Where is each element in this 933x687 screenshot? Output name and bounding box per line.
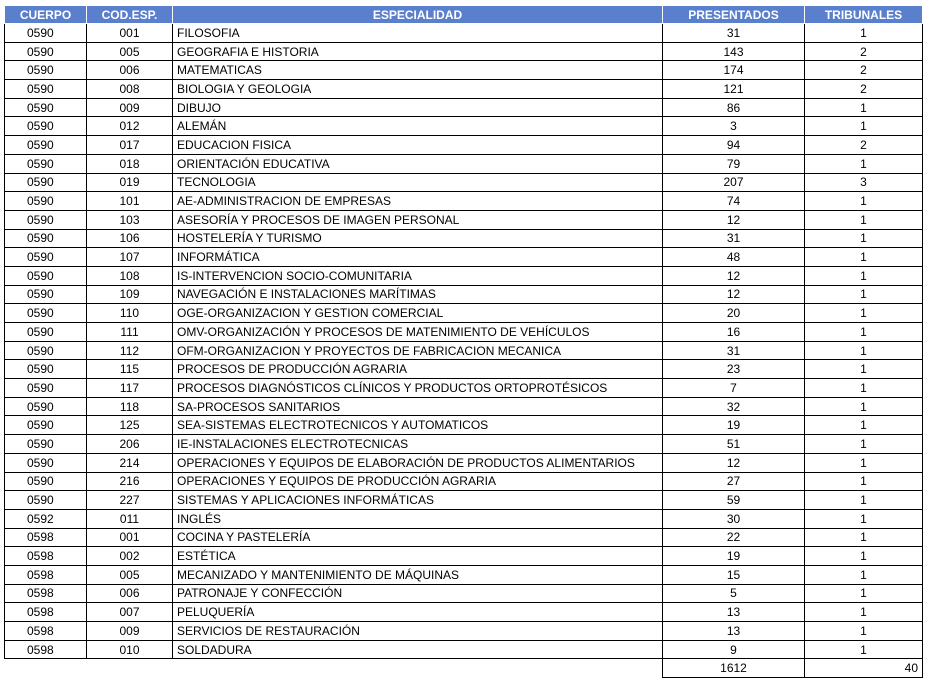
cell-cuerpo: 0590 xyxy=(5,229,87,248)
cell-especialidad: OPERACIONES Y EQUIPOS DE ELABORACIÓN DE PRODUCTOS ALIMENTARIOS xyxy=(173,453,663,472)
cell-presentados: 94 xyxy=(663,136,805,155)
cell-tribunales: 1 xyxy=(805,304,923,323)
cell-especialidad: ORIENTACIÓN EDUCATIVA xyxy=(173,154,663,173)
cell-presentados: 48 xyxy=(663,248,805,267)
cell-cod-esp: 101 xyxy=(87,192,173,211)
cell-cuerpo: 0590 xyxy=(5,98,87,117)
table-row xyxy=(5,509,923,528)
table-row xyxy=(5,528,923,547)
table-row xyxy=(5,154,923,173)
table-row xyxy=(5,266,923,285)
cell-presentados: 22 xyxy=(663,528,805,547)
cell-cuerpo: 0590 xyxy=(5,397,87,416)
total-spacer xyxy=(5,659,87,678)
cell-cod-esp: 111 xyxy=(87,323,173,342)
cell-cod-esp: 112 xyxy=(87,341,173,360)
cell-especialidad: SERVICIOS DE RESTAURACIÓN xyxy=(173,622,663,641)
cell-cod-esp: 001 xyxy=(87,528,173,547)
cell-cod-esp: 005 xyxy=(87,42,173,61)
cell-especialidad: OGE-ORGANIZACION Y GESTION COMERCIAL xyxy=(173,304,663,323)
cell-cuerpo: 0598 xyxy=(5,584,87,603)
cell-especialidad: INGLÉS xyxy=(173,509,663,528)
cell-especialidad: PROCESOS DE PRODUCCIÓN AGRARIA xyxy=(173,360,663,379)
header-tribunales: TRIBUNALES xyxy=(805,6,923,24)
cell-tribunales: 1 xyxy=(805,584,923,603)
cell-cod-esp: 009 xyxy=(87,622,173,641)
table-row xyxy=(5,285,923,304)
cell-cuerpo: 0590 xyxy=(5,80,87,99)
cell-especialidad: IE-INSTALACIONES ELECTROTECNICAS xyxy=(173,435,663,454)
cell-tribunales: 2 xyxy=(805,136,923,155)
cell-tribunales: 1 xyxy=(805,248,923,267)
cell-presentados: 174 xyxy=(663,61,805,80)
table-row xyxy=(5,397,923,416)
cell-presentados: 12 xyxy=(663,266,805,285)
cell-tribunales: 1 xyxy=(805,379,923,398)
cell-especialidad: COCINA Y PASTELERÍA xyxy=(173,528,663,547)
table-row xyxy=(5,192,923,211)
cell-especialidad: ESTÉTICA xyxy=(173,547,663,566)
table-row xyxy=(5,491,923,510)
cell-cod-esp: 019 xyxy=(87,173,173,192)
cell-tribunales: 1 xyxy=(805,360,923,379)
table-row xyxy=(5,472,923,491)
cell-cuerpo: 0598 xyxy=(5,640,87,659)
cell-presentados: 86 xyxy=(663,98,805,117)
cell-cuerpo: 0590 xyxy=(5,341,87,360)
cell-cod-esp: 001 xyxy=(87,24,173,43)
cell-cod-esp: 017 xyxy=(87,136,173,155)
cell-especialidad: ALEMÁN xyxy=(173,117,663,136)
cell-cod-esp: 002 xyxy=(87,547,173,566)
cell-especialidad: FILOSOFIA xyxy=(173,24,663,43)
cell-cuerpo: 0590 xyxy=(5,248,87,267)
cell-presentados: 5 xyxy=(663,584,805,603)
cell-presentados: 23 xyxy=(663,360,805,379)
cell-cuerpo: 0590 xyxy=(5,24,87,43)
cell-cod-esp: 009 xyxy=(87,98,173,117)
cell-cuerpo: 0590 xyxy=(5,266,87,285)
cell-tribunales: 1 xyxy=(805,192,923,211)
cell-presentados: 32 xyxy=(663,397,805,416)
cell-cuerpo: 0592 xyxy=(5,509,87,528)
cell-tribunales: 1 xyxy=(805,547,923,566)
cell-tribunales: 1 xyxy=(805,491,923,510)
cell-cod-esp: 006 xyxy=(87,584,173,603)
cell-presentados: 12 xyxy=(663,285,805,304)
cell-especialidad: OMV-ORGANIZACIÓN Y PROCESOS DE MATENIMIENTO DE VEHÍCULOS xyxy=(173,323,663,342)
cell-especialidad: PATRONAJE Y CONFECCIÓN xyxy=(173,584,663,603)
cell-tribunales: 1 xyxy=(805,266,923,285)
cell-especialidad: OFM-ORGANIZACION Y PROYECTOS DE FABRICACION MECANICA xyxy=(173,341,663,360)
cell-cuerpo: 0598 xyxy=(5,603,87,622)
cell-tribunales: 3 xyxy=(805,173,923,192)
cell-cuerpo: 0590 xyxy=(5,472,87,491)
table-row xyxy=(5,565,923,584)
cell-especialidad: TECNOLOGIA xyxy=(173,173,663,192)
table-row xyxy=(5,622,923,641)
table-row xyxy=(5,42,923,61)
cell-cuerpo: 0590 xyxy=(5,42,87,61)
table-row xyxy=(5,435,923,454)
cell-tribunales: 1 xyxy=(805,472,923,491)
cell-presentados: 51 xyxy=(663,435,805,454)
cell-tribunales: 1 xyxy=(805,397,923,416)
cell-cod-esp: 216 xyxy=(87,472,173,491)
cell-presentados: 19 xyxy=(663,547,805,566)
cell-especialidad: OPERACIONES Y EQUIPOS DE PRODUCCIÓN AGRARIA xyxy=(173,472,663,491)
cell-cuerpo: 0598 xyxy=(5,547,87,566)
cell-cuerpo: 0598 xyxy=(5,528,87,547)
cell-especialidad: ASESORÍA Y PROCESOS DE IMAGEN PERSONAL xyxy=(173,210,663,229)
cell-cod-esp: 103 xyxy=(87,210,173,229)
cell-cod-esp: 214 xyxy=(87,453,173,472)
cell-especialidad: AE-ADMINISTRACION DE EMPRESAS xyxy=(173,192,663,211)
cell-presentados: 207 xyxy=(663,173,805,192)
cell-presentados: 31 xyxy=(663,24,805,43)
cell-tribunales: 2 xyxy=(805,61,923,80)
cell-cuerpo: 0590 xyxy=(5,117,87,136)
table-row xyxy=(5,24,923,43)
cell-cuerpo: 0598 xyxy=(5,565,87,584)
cell-cuerpo: 0590 xyxy=(5,285,87,304)
table-row xyxy=(5,341,923,360)
cell-cuerpo: 0590 xyxy=(5,416,87,435)
cell-presentados: 30 xyxy=(663,509,805,528)
table-row xyxy=(5,304,923,323)
cell-cuerpo: 0590 xyxy=(5,435,87,454)
cell-cuerpo: 0590 xyxy=(5,491,87,510)
cell-tribunales: 2 xyxy=(805,80,923,99)
total-spacer xyxy=(173,659,663,678)
cell-presentados: 79 xyxy=(663,154,805,173)
cell-tribunales: 1 xyxy=(805,416,923,435)
especialidades-table xyxy=(4,5,923,678)
cell-cuerpo: 0590 xyxy=(5,173,87,192)
cell-tribunales: 1 xyxy=(805,117,923,136)
cell-cuerpo: 0590 xyxy=(5,304,87,323)
table-row xyxy=(5,640,923,659)
cell-presentados: 15 xyxy=(663,565,805,584)
cell-cuerpo: 0590 xyxy=(5,360,87,379)
table-row xyxy=(5,248,923,267)
table-row xyxy=(5,547,923,566)
totals-row xyxy=(5,659,923,678)
cell-especialidad: SISTEMAS Y APLICACIONES INFORMÁTICAS xyxy=(173,491,663,510)
cell-especialidad: GEOGRAFIA E HISTORIA xyxy=(173,42,663,61)
cell-especialidad: INFORMÁTICA xyxy=(173,248,663,267)
cell-tribunales: 1 xyxy=(805,528,923,547)
header-cuerpo: CUERPO xyxy=(5,6,87,24)
cell-especialidad: MATEMATICAS xyxy=(173,61,663,80)
cell-especialidad: EDUCACION FISICA xyxy=(173,136,663,155)
cell-cuerpo: 0590 xyxy=(5,323,87,342)
cell-cod-esp: 110 xyxy=(87,304,173,323)
cell-especialidad: SA-PROCESOS SANITARIOS xyxy=(173,397,663,416)
cell-tribunales: 1 xyxy=(805,154,923,173)
cell-cuerpo: 0590 xyxy=(5,379,87,398)
cell-tribunales: 1 xyxy=(805,509,923,528)
total-spacer xyxy=(87,659,173,678)
cell-presentados: 19 xyxy=(663,416,805,435)
cell-cod-esp: 125 xyxy=(87,416,173,435)
cell-cod-esp: 117 xyxy=(87,379,173,398)
cell-cod-esp: 011 xyxy=(87,509,173,528)
cell-tribunales: 1 xyxy=(805,229,923,248)
header-row xyxy=(5,6,923,24)
table-row xyxy=(5,98,923,117)
table-row xyxy=(5,117,923,136)
cell-tribunales: 1 xyxy=(805,435,923,454)
cell-tribunales: 1 xyxy=(805,640,923,659)
table-row xyxy=(5,416,923,435)
cell-cuerpo: 0590 xyxy=(5,192,87,211)
cell-presentados: 20 xyxy=(663,304,805,323)
cell-especialidad: IS-INTERVENCION SOCIO-COMUNITARIA xyxy=(173,266,663,285)
table-row xyxy=(5,80,923,99)
cell-presentados: 31 xyxy=(663,341,805,360)
cell-tribunales: 1 xyxy=(805,24,923,43)
cell-presentados: 74 xyxy=(663,192,805,211)
cell-cod-esp: 006 xyxy=(87,61,173,80)
cell-presentados: 9 xyxy=(663,640,805,659)
cell-cod-esp: 007 xyxy=(87,603,173,622)
table-row xyxy=(5,379,923,398)
header-presentados: PRESENTADOS xyxy=(663,6,805,24)
cell-especialidad: SEA-SISTEMAS ELECTROTECNICOS Y AUTOMATICOS xyxy=(173,416,663,435)
table-row xyxy=(5,173,923,192)
cell-cod-esp: 008 xyxy=(87,80,173,99)
cell-cod-esp: 106 xyxy=(87,229,173,248)
cell-presentados: 13 xyxy=(663,622,805,641)
table-row xyxy=(5,360,923,379)
table-row xyxy=(5,229,923,248)
cell-presentados: 143 xyxy=(663,42,805,61)
cell-tribunales: 1 xyxy=(805,565,923,584)
table-row xyxy=(5,136,923,155)
cell-especialidad: BIOLOGIA Y GEOLOGIA xyxy=(173,80,663,99)
cell-cod-esp: 107 xyxy=(87,248,173,267)
cell-presentados: 12 xyxy=(663,453,805,472)
cell-presentados: 12 xyxy=(663,210,805,229)
cell-cod-esp: 227 xyxy=(87,491,173,510)
cell-presentados: 3 xyxy=(663,117,805,136)
cell-cod-esp: 108 xyxy=(87,266,173,285)
cell-cod-esp: 010 xyxy=(87,640,173,659)
cell-cuerpo: 0590 xyxy=(5,453,87,472)
header-cod-esp: COD.ESP. xyxy=(87,6,173,24)
table-row xyxy=(5,584,923,603)
cell-tribunales: 1 xyxy=(805,210,923,229)
cell-tribunales: 1 xyxy=(805,603,923,622)
cell-tribunales: 2 xyxy=(805,42,923,61)
table-row xyxy=(5,603,923,622)
cell-cuerpo: 0590 xyxy=(5,154,87,173)
cell-cod-esp: 012 xyxy=(87,117,173,136)
table-row xyxy=(5,453,923,472)
cell-especialidad: MECANIZADO Y MANTENIMIENTO DE MÁQUINAS xyxy=(173,565,663,584)
cell-especialidad: PROCESOS DIAGNÓSTICOS CLÍNICOS Y PRODUCTOS ORTOPROTÉSICOS xyxy=(173,379,663,398)
table-row xyxy=(5,61,923,80)
cell-especialidad: NAVEGACIÓN E INSTALACIONES MARÍTIMAS xyxy=(173,285,663,304)
cell-presentados: 59 xyxy=(663,491,805,510)
cell-presentados: 27 xyxy=(663,472,805,491)
cell-cuerpo: 0590 xyxy=(5,61,87,80)
cell-presentados: 13 xyxy=(663,603,805,622)
cell-cod-esp: 118 xyxy=(87,397,173,416)
cell-cod-esp: 018 xyxy=(87,154,173,173)
cell-especialidad: DIBUJO xyxy=(173,98,663,117)
header-especialidad: ESPECIALIDAD xyxy=(173,6,663,24)
cell-especialidad: PELUQUERÍA xyxy=(173,603,663,622)
table-row xyxy=(5,323,923,342)
cell-cuerpo: 0598 xyxy=(5,622,87,641)
cell-tribunales: 1 xyxy=(805,341,923,360)
cell-cod-esp: 109 xyxy=(87,285,173,304)
cell-presentados: 31 xyxy=(663,229,805,248)
cell-tribunales: 1 xyxy=(805,622,923,641)
cell-especialidad: SOLDADURA xyxy=(173,640,663,659)
cell-tribunales: 1 xyxy=(805,323,923,342)
cell-cod-esp: 005 xyxy=(87,565,173,584)
cell-tribunales: 1 xyxy=(805,98,923,117)
cell-cod-esp: 206 xyxy=(87,435,173,454)
cell-presentados: 7 xyxy=(663,379,805,398)
table-row xyxy=(5,210,923,229)
cell-presentados: 121 xyxy=(663,80,805,99)
cell-cuerpo: 0590 xyxy=(5,210,87,229)
total-tribunales: 40 xyxy=(805,659,923,678)
cell-especialidad: HOSTELERÍA Y TURISMO xyxy=(173,229,663,248)
cell-tribunales: 1 xyxy=(805,453,923,472)
cell-cod-esp: 115 xyxy=(87,360,173,379)
cell-cuerpo: 0590 xyxy=(5,136,87,155)
cell-tribunales: 1 xyxy=(805,285,923,304)
cell-presentados: 16 xyxy=(663,323,805,342)
total-presentados: 1612 xyxy=(663,659,805,678)
